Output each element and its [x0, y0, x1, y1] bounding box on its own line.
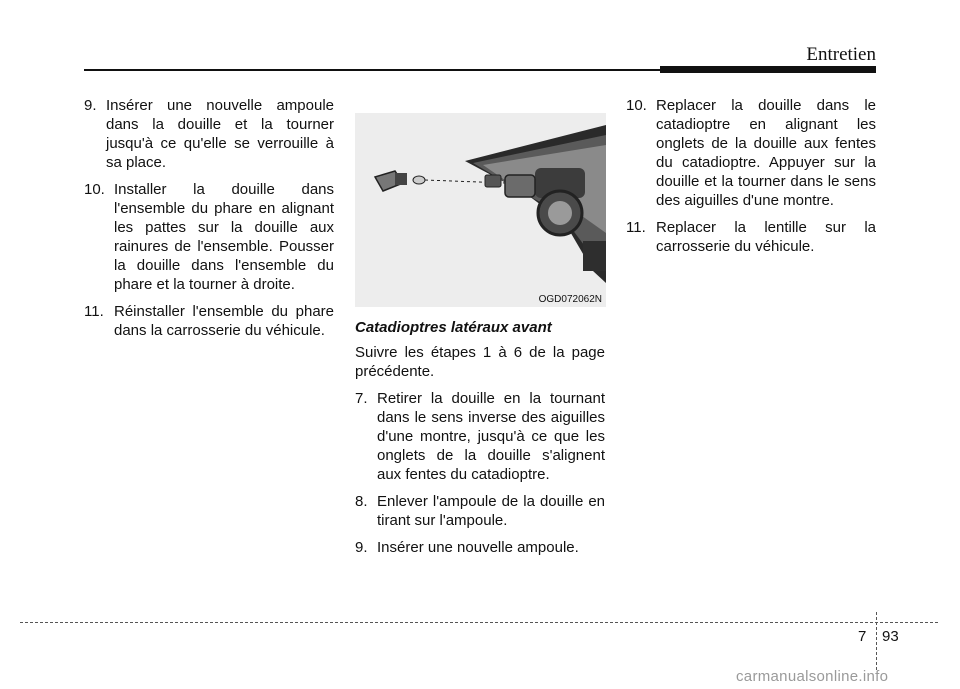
step-text: Insérer une nouvelle ampoule dans la douille et la tourner jusqu'à ce qu'elle se verrouille à sa place. [106, 97, 334, 171]
step-text: Enlever l'ampoule de la douille en tirant sur l'ampoule. [377, 493, 605, 529]
column-middle [355, 318, 605, 565]
headlamp-assembly-drawing [355, 113, 606, 307]
step-text: Réinstaller l'ensemble du phare dans la carrosserie du véhicule. [114, 303, 334, 339]
step-number: 11. [626, 219, 646, 236]
page-number: 93 [882, 628, 899, 645]
column-left [84, 96, 334, 348]
step-item [355, 492, 605, 530]
section-title: Catadioptres latéraux avant [355, 319, 552, 336]
step-item [626, 218, 876, 256]
step-number: 9. [355, 539, 368, 556]
header-rule-thick [660, 66, 876, 73]
step-number: 10. [626, 97, 647, 114]
step-text: Replacer la douille dans le catadioptre en alignant les onglets de la douille aux fentes du catadioptre. Appuyer sur la douille et la tourner dans le sens des aiguilles d'une montre. [656, 97, 876, 209]
figure-code: OGD072062N [538, 294, 602, 305]
reflector-illustration [355, 113, 606, 307]
step-item [84, 302, 334, 340]
step-text: Insérer une nouvelle ampoule. [377, 539, 579, 556]
step-number: 8. [355, 493, 368, 510]
footer-vertical-divider [876, 612, 877, 670]
step-item [355, 389, 605, 484]
step-text: Retirer la douille en la tournant dans le sens inverse des aiguilles d'une montre, jusqu'à ce que les onglets de la douille s'alignent aux fentes du catadioptre. [377, 390, 605, 483]
step-number: 9. [84, 97, 97, 114]
step-number: 7. [355, 390, 368, 407]
watermark: carmanualsonline.info [736, 668, 889, 685]
step-number: 11. [84, 303, 104, 320]
step-item [84, 96, 334, 172]
column-right [626, 96, 876, 264]
step-number: 10. [84, 181, 105, 198]
step-item [626, 96, 876, 210]
step-item [84, 180, 334, 294]
step-text: Replacer la lentille sur la carrosserie du véhicule. [656, 219, 876, 255]
header-title: Entretien [806, 44, 876, 65]
step-text: Installer la douille dans l'ensemble du phare en alignant les pattes sur la douille aux rainures de l'ensemble. Pousser la douille dans l'ensemble du phare et la tourner à droite. [114, 181, 334, 293]
chapter-number: 7 [858, 628, 867, 645]
step-item [355, 538, 605, 557]
header-rule-thin [84, 69, 660, 71]
intro-paragraph: Suivre les étapes 1 à 6 de la page précédente. [355, 344, 605, 380]
footer-divider [20, 622, 938, 623]
